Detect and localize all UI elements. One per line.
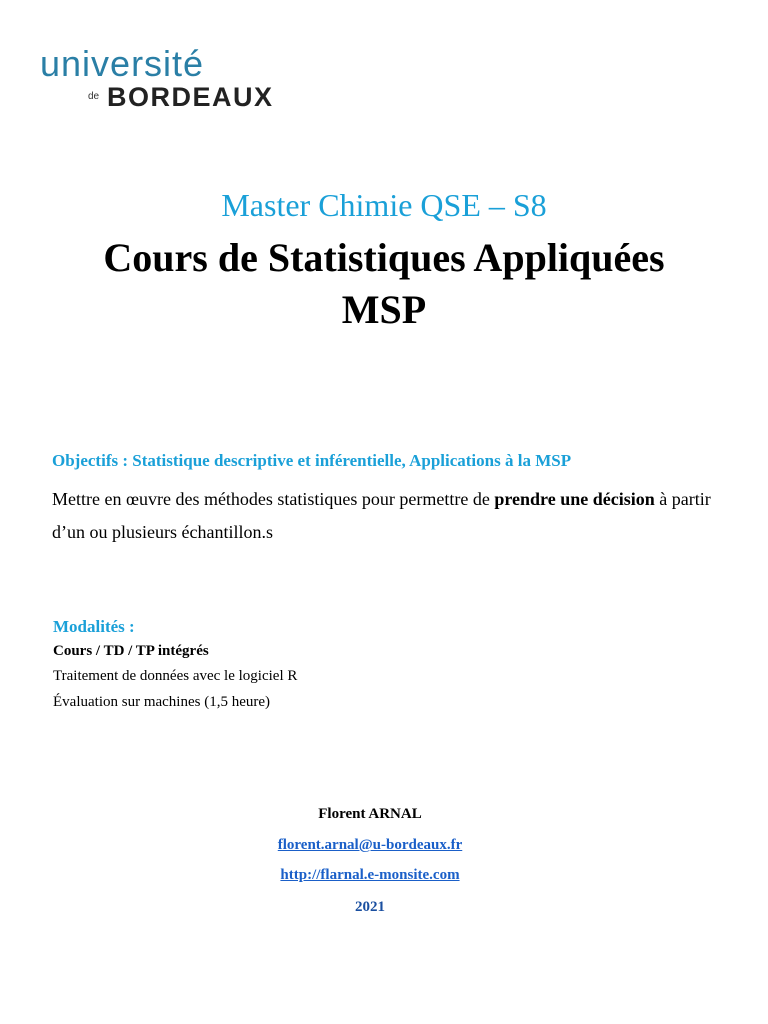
modalities-heading: Modalités :: [53, 617, 135, 636]
course-subtitle: MSP: [341, 287, 427, 332]
author-website-row: [0, 867, 740, 884]
course-title: Cours de Statistiques Appliquées: [103, 235, 665, 280]
modality-item: Cours / TD / TP intégrés: [53, 643, 209, 659]
author-email-link[interactable]: florent.arnal@u-bordeaux.fr: [277, 837, 463, 853]
author-website-link[interactable]: http://flarnal.e-monsite.com: [280, 867, 460, 883]
author-name: Florent ARNAL: [318, 806, 422, 822]
author-email-row: [0, 837, 740, 854]
document-year: 2021: [355, 899, 385, 915]
logo-university-text: université: [40, 43, 205, 84]
program-title: Master Chimie QSE – S8: [221, 187, 547, 223]
modality-item: Évaluation sur machines (1,5 heure): [53, 694, 271, 710]
objectives-heading: Objectifs : Statistique descriptive et inférentielle, Applications à la MSP: [52, 451, 572, 470]
university-logo: [36, 38, 272, 120]
objectives-text: [52, 483, 712, 549]
objectives-text-after: à partir d’un ou plusieurs échantillon.s: [52, 489, 711, 542]
logo-bordeaux-text: BORDEAUX: [107, 82, 274, 112]
objectives-text-emphasis: prendre une décision: [494, 489, 655, 509]
logo-de-text: de: [88, 91, 100, 102]
modality-item: Traitement de données avec le logiciel R: [53, 668, 298, 684]
objectives-text-before: Mettre en œuvre des méthodes statistiques pour permettre de: [52, 489, 495, 509]
